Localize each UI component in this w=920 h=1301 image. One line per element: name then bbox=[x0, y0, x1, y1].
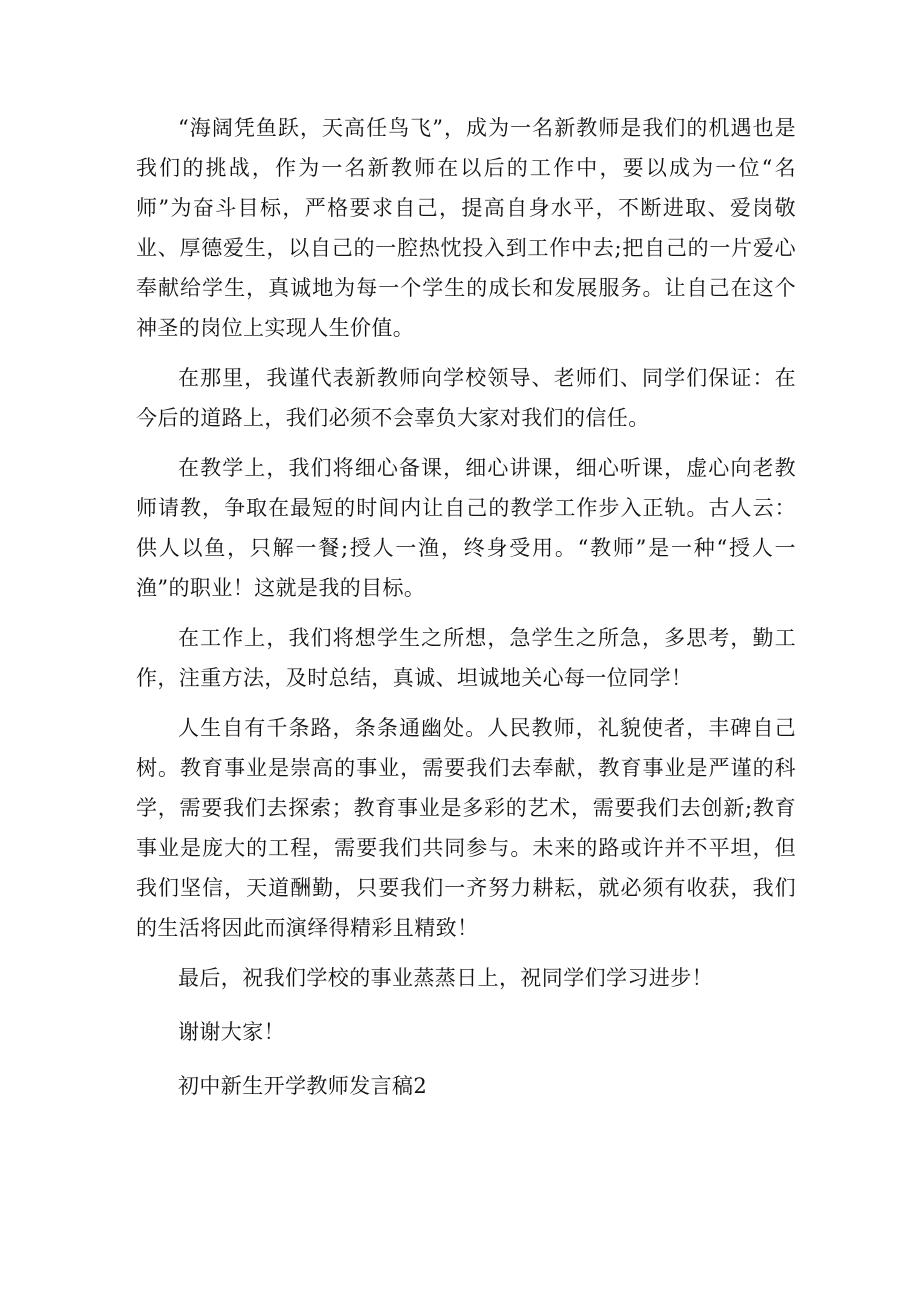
next-section-heading: 初中新生开学教师发言稿2 bbox=[178, 1074, 428, 1098]
paragraph-pledge: 在那里，我谨代表新教师向学校领导、老师们、同学们保证：在今后的道路上，我们必须不会辜负大家对我们的信任。 bbox=[136, 366, 796, 430]
paragraph-thanks: 谢谢大家！ bbox=[178, 1020, 285, 1044]
paragraph-work: 在工作上，我们将想学生之所想，急学生之所急，多思考，勤工作，注重方法，及时总结，真诚、坦诚地关心每一位同学！ bbox=[136, 626, 796, 690]
document-body bbox=[136, 108, 796, 1106]
paragraph-education: 人生自有千条路，条条通幽处。人民教师，礼貌使者，丰碑自己树。教育事业是崇高的事业，需要我们去奉献，教育事业是严谨的科学，需要我们去探索；教育事业是多彩的艺术，需要我们去创新;教育事业是庞大的工程，需要我们共同参与。未来的路或许并不平坦，但我们坚信，天道酬勤，只要我们一齐努力耕耘，就必须有收获，我们的生活将因此而演绎得精彩且精致！ bbox=[136, 716, 796, 940]
paragraph-teaching: 在教学上，我们将细心备课，细心讲课，细心听课，虚心向老教师请教，争取在最短的时间内让自己的教学工作步入正轨。古人云：供人以鱼，只解一餐;授人一渔，终身受用。“教师”是一种“授人一渔”的职业！这就是我的目标。 bbox=[136, 456, 796, 600]
paragraph-opening: “海阔凭鱼跃，天高任鸟飞”，成为一名新教师是我们的机遇也是我们的挑战，作为一名新教师在以后的工作中，要以成为一位“名师”为奋斗目标，严格要求自己，提高自身水平，不断进取、爱岗敬业、厚德爱生，以自己的一腔热忱投入到工作中去;把自己的一片爱心奉献给学生，真诚地为每一个学生的成长和发展服务。让自己在这个神圣的岗位上实现人生价值。 bbox=[136, 116, 796, 340]
paragraph-wishes: 最后，祝我们学校的事业蒸蒸日上，祝同学们学习进步！ bbox=[178, 966, 713, 990]
